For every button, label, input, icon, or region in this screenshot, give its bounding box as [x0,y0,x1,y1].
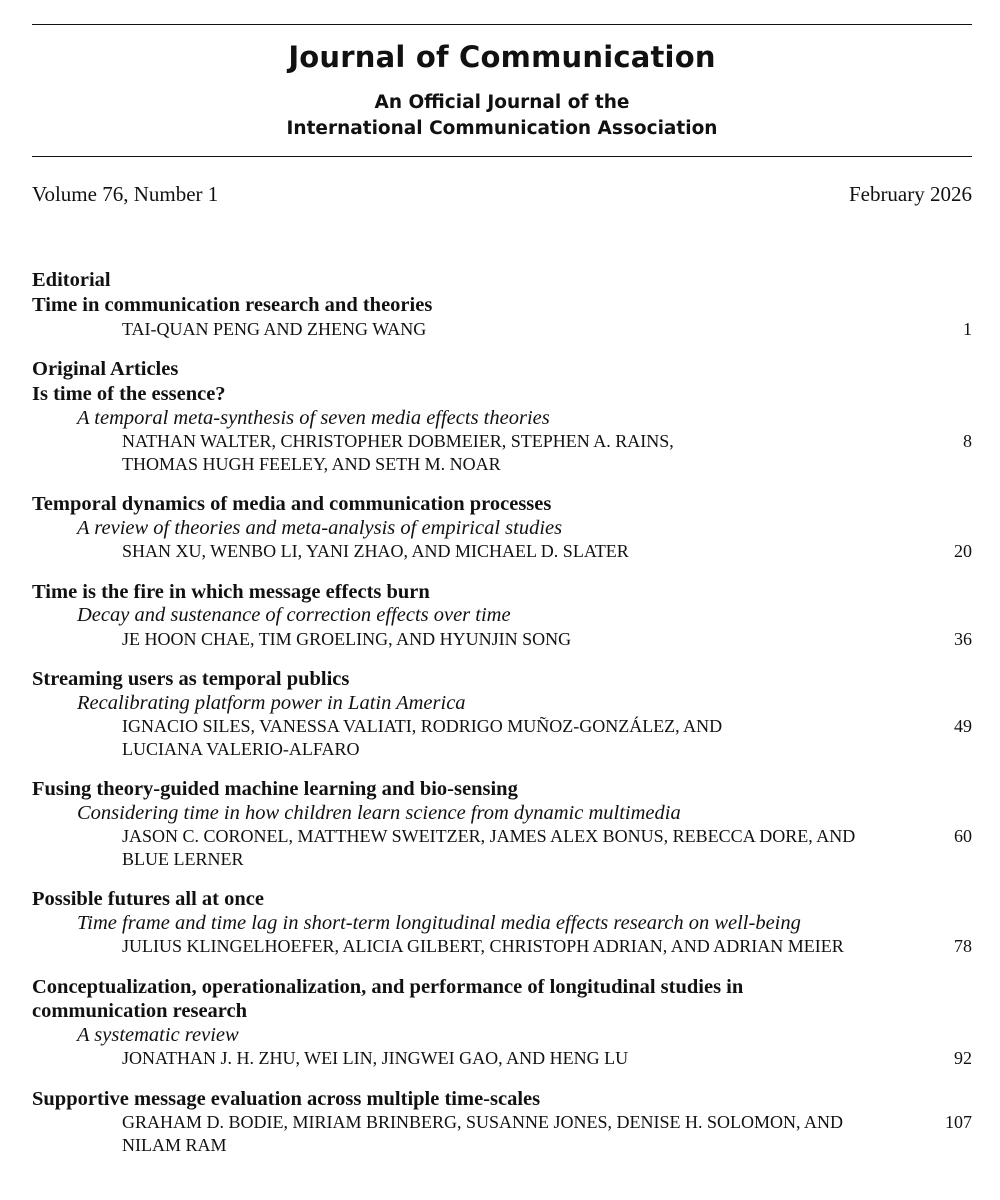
top-rule [32,24,972,25]
editorial-entry [32,268,972,340]
article-title: Time is the fire in which message effects burn [32,580,430,603]
article-subtitle: A systematic review [77,1023,239,1046]
author-line: JULIUS KLINGELHOEFER, ALICIA GILBERT, CHRISTOPH ADRIAN, AND ADRIAN MEIER [122,936,844,956]
article-title: Supportive message evaluation across multiple time-scales [32,1087,541,1110]
article-title-line: Conceptualization, operationalization, and performance of longitudinal studies in [32,975,744,998]
journal-title: Journal of Communication [288,40,716,74]
article-authors-row [32,1111,972,1156]
article-authors-row [32,628,972,651]
article-entry [32,1087,972,1157]
author-line: GRAHAM D. BODIE, MIRIAM BRINBERG, SUSANNE JONES, DENISE H. SOLOMON, AND [122,1112,844,1132]
journal-subtitle-line: An Official Journal of the [374,92,630,113]
author-line: NATHAN WALTER, CHRISTOPHER DOBMEIER, STEPHEN A. RAINS, [122,431,674,451]
section-heading-editorial: Editorial [32,269,111,291]
article-authors-row [32,825,972,870]
editorial-page-number: 1 [963,318,972,339]
article-authors [122,1111,912,1156]
article-subtitle: Recalibrating platform power in Latin America [77,691,466,714]
article-authors-row [32,1047,972,1070]
article-entry [32,667,972,760]
editorial-authors [122,318,912,341]
issue-volume: Volume 76, Number 1 [32,182,219,206]
toc-page [32,24,972,1173]
article-page-number: 8 [963,431,972,451]
article-subtitle: Time frame and time lag in short-term longitudinal media effects research on well-being [77,911,801,934]
author-line: IGNACIO SILES, VANESSA VALIATI, RODRIGO MUÑOZ-GONZÁLEZ, AND [122,716,723,736]
article-authors-row [32,540,972,563]
article-subtitle: Considering time in how children learn science from dynamic multimedia [77,801,681,824]
article-authors [122,540,912,563]
article-authors [122,628,912,651]
editorial-title: Time in communication research and theories [32,294,433,316]
article-title: Is time of the essence? [32,383,226,405]
article-authors [122,715,912,760]
article-title: Fusing theory-guided machine learning and bio-sensing [32,778,518,800]
article-subtitle: A temporal meta-synthesis of seven media effects theories [77,406,550,429]
author-line: JONATHAN J. H. ZHU, WEI LIN, JINGWEI GAO, AND HENG LU [122,1048,629,1068]
masthead-bottom-rule [32,156,972,157]
article-entry [32,887,972,958]
section-heading-original-articles: Original Articles [32,358,179,380]
article-page-number: 60 [954,826,972,846]
author-line: BLUE LERNER [122,848,244,869]
article-title: Possible futures all at once [32,888,264,910]
author-line: JASON C. CORONEL, MATTHEW SWEITZER, JAMES ALEX BONUS, REBECCA DORE, AND [122,826,856,846]
article-entry [32,975,972,1070]
author-line: TAI-QUAN PENG AND ZHENG WANG [122,318,427,339]
article-entry [32,492,972,563]
article-page-number: 49 [954,716,972,736]
article-title: Streaming users as temporal publics [32,668,350,690]
issue-info [32,181,972,207]
article-title: Temporal dynamics of media and communication processes [32,493,552,515]
article-authors [122,430,912,475]
article-title-line: communication research [32,1000,248,1022]
table-of-contents [32,268,972,1156]
masthead [32,40,972,142]
article-authors-row [32,935,972,958]
article-authors [122,935,912,958]
article-page-number: 20 [954,541,972,561]
author-line: JE HOON CHAE, TIM GROELING, AND HYUNJIN SONG [122,628,572,649]
editorial-authors-row [32,318,972,341]
article-page-number: 107 [945,1112,972,1132]
article-subtitle: A review of theories and meta-analysis of empirical studies [77,516,563,539]
article-authors [122,825,912,870]
journal-subtitle-line: International Communication Association [286,118,718,139]
article-subtitle: Decay and sustenance of correction effects over time [77,604,511,626]
issue-date: February 2026 [848,182,972,206]
article-title [32,975,972,1024]
article-entry [32,382,972,475]
article-page-number: 92 [954,1048,972,1068]
article-page-number: 78 [954,936,972,956]
article-entry [32,580,972,651]
article-authors [122,1047,912,1070]
article-page-number: 36 [954,628,972,649]
author-line: LUCIANA VALERIO-ALFARO [122,738,360,759]
article-list [32,382,972,1156]
article-entry [32,777,972,870]
author-line: SHAN XU, WENBO LI, YANI ZHAO, AND MICHAEL D. SLATER [122,541,629,561]
author-line: NILAM RAM [122,1134,227,1155]
article-authors-row [32,430,972,475]
article-authors-row [32,715,972,760]
author-line: THOMAS HUGH FEELEY, AND SETH M. NOAR [122,453,501,474]
journal-subtitle [32,90,972,142]
